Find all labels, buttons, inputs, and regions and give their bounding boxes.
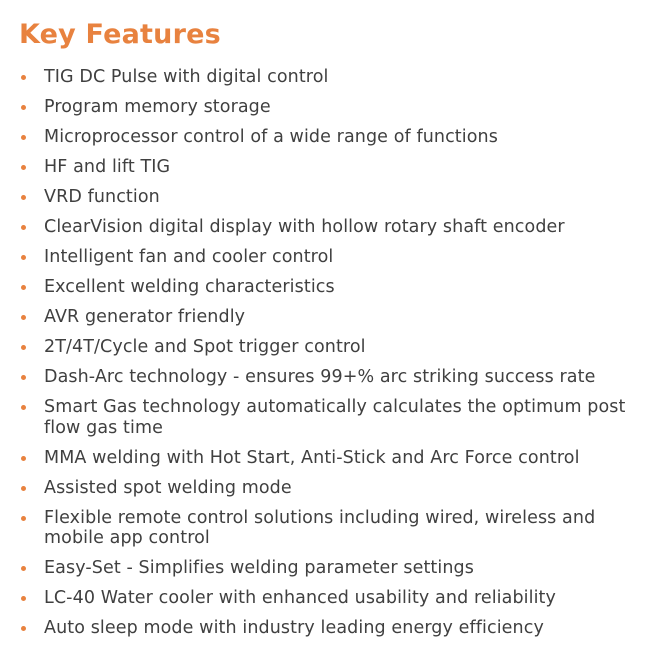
feature-item [19,67,649,88]
feature-text: Dash-Arc technology - ensures 99+% arc striking success rate [44,367,596,387]
bullet-icon [21,566,26,571]
feature-item [19,397,649,438]
feature-text: Auto sleep mode with industry leading energy efficiency [44,618,544,638]
feature-text: HF and lift TIG [44,157,171,177]
bullet-icon [21,375,26,380]
feature-item [19,97,649,118]
bullet-icon [21,596,26,601]
feature-list [19,67,649,639]
feature-item [19,448,649,469]
feature-item [19,307,649,328]
feature-text: MMA welding with Hot Start, Anti-Stick and Arc Force control [44,447,580,468]
feature-text: Assisted spot welding mode [44,477,292,498]
key-features-section [19,17,649,648]
feature-text: Excellent welding characteristics [44,277,335,297]
feature-text: Easy-Set - Simplifies welding parameter settings [44,558,474,578]
feature-item [19,508,649,549]
feature-item [19,247,649,268]
feature-item [19,217,649,238]
bullet-icon [21,486,26,491]
feature-text: Intelligent fan and cooler control [44,247,334,267]
feature-item [19,478,649,499]
feature-text: LC-40 Water cooler with enhanced usability and reliability [44,588,556,608]
bullet-icon [21,225,26,230]
feature-item [19,157,649,178]
feature-item [19,277,649,298]
feature-item [19,588,649,609]
bullet-icon [21,75,26,80]
feature-text: TIG DC Pulse with digital control [44,67,329,87]
bullet-icon [21,345,26,350]
bullet-icon [21,105,26,110]
bullet-icon [21,405,26,410]
feature-item [19,558,649,579]
section-title: Key Features [19,19,221,50]
feature-item [19,618,649,639]
feature-text: VRD function [44,187,160,207]
feature-text: Flexible remote control solutions including wired, wireless and mobile app control [44,507,596,548]
bullet-icon [21,315,26,320]
feature-item [19,187,649,208]
bullet-icon [21,135,26,140]
bullet-icon [21,195,26,200]
feature-text: Smart Gas technology automatically calculates the optimum post flow gas time [44,397,626,438]
bullet-icon [21,165,26,170]
bullet-icon [21,516,26,521]
feature-item [19,127,649,148]
feature-item [19,337,649,358]
feature-text: AVR generator friendly [44,307,246,327]
bullet-icon [21,626,26,631]
bullet-icon [21,255,26,260]
feature-text: Microprocessor control of a wide range of functions [44,127,498,147]
feature-item [19,367,649,388]
feature-text: ClearVision digital display with hollow rotary shaft encoder [44,217,565,237]
feature-text: Program memory storage [44,97,271,117]
bullet-icon [21,285,26,290]
bullet-icon [21,456,26,461]
feature-text: 2T/4T/Cycle and Spot trigger control [44,337,366,357]
